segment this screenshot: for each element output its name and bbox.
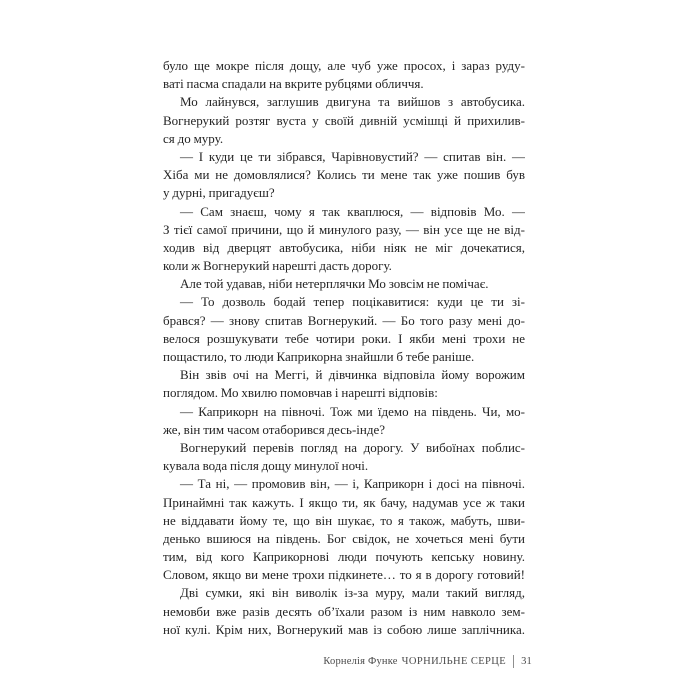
text-line: Але той удавав, ніби нетерплячки Мо зовсім не помічає. (180, 276, 489, 292)
text-line: ся до муру. (163, 130, 224, 146)
text-line: Хіба ми не домовлялися? Колись ти мене так уже пошив був (163, 167, 525, 183)
text-line: Принаймні так кажуть. І якщо ти, як бачу, надумав усе ж таки (163, 494, 525, 510)
text-line: Словом, якщо ви мене трохи підкинете… то я в дорогу готовий! (163, 567, 525, 583)
text-line: же, він тим часом отаборився десь-інде? (163, 421, 385, 437)
text-line: Вогнерукий розтяг вуста у своїй дивній усмішці й прихилив- (163, 112, 525, 128)
page-number: 31 (521, 656, 532, 667)
text-line: — Каприкорн на півночі. Тож ми їдемо на південь. Чи, мо- (180, 403, 525, 419)
text-line: велося розшукувати тебе чотири роки. І якби мені трохи не (163, 330, 525, 346)
footer-divider (513, 655, 514, 668)
text-line: кувала вода після дощу минулої ночі. (163, 458, 369, 474)
text-line: поглядом. Мо хвилю помовчав і нарешті відповів: (163, 385, 438, 401)
text-line: денько вшиюся на південь. Бог свідок, не хочеться мені бути (163, 530, 525, 546)
text-line: — То дозволь бодай тепер поцікавитися: куди це ти зі- (180, 294, 525, 310)
footer-author: Корнелія Функе (323, 656, 398, 667)
text-line: Дві сумки, які він виволік із-за муру, мали такий вигляд, (180, 585, 525, 601)
text-line: ваті пасма спадали на вкрите рубцями обличчя. (163, 76, 424, 92)
text-line: було ще мокре після дощу, але чуб уже просох, і зараз руду- (163, 58, 525, 73)
text-line: не віддавати йому те, що він шукає, то я також, мабуть, шви- (163, 512, 525, 528)
text-line: З тієї самої причини, що й минулого разу, — він усе ще не від- (163, 221, 525, 237)
text-line: немовби вже разів десять об’їхали разом із ним навколо зем- (163, 603, 525, 619)
text-line: Вогнерукий перевів погляд на дорогу. У вибоїнах поблис- (180, 439, 525, 455)
page-text (163, 57, 525, 639)
text-line: тим, від кого Каприкорнові люди почують кепську новину. (163, 549, 525, 565)
text-line: — Сам знаєш, чому я так кваплюся, — відповів Мо. — (180, 203, 525, 219)
text-line: коли ж Вогнерукий нарешті дасть дорогу. (163, 258, 392, 274)
text-line: Мо лайнувся, заглушив двигуна та вийшов з автобусика. (180, 94, 525, 110)
text-line: брався? — знову спитав Вогнерукий. — Бо того разу мені до- (163, 312, 525, 328)
text-line: ної кулі. Крім них, Вогнерукий мав із собою лише заплічника. (163, 621, 525, 637)
page-footer (323, 655, 532, 668)
text-line: ходив від дверцят автобусика, ніби ніяк не міг дочекатися, (163, 239, 525, 255)
text-line: пощастило, то люди Каприкорна знайшли б тебе раніше. (163, 349, 475, 364)
text-line: у дурні, пригадуєш? (163, 185, 275, 201)
text-line: Він звів очі на Меггі, й дівчинка відповіла йому ворожим (180, 367, 525, 383)
text-line: — І куди це ти зібрався, Чарівновустий? — спитав він. — (180, 148, 525, 164)
footer-book-title: ЧОРНИЛЬНЕ СЕРЦЕ (401, 656, 507, 667)
text-line: — Та ні, — промовив він, — і, Каприкорн і досі на півночі. (180, 476, 525, 492)
